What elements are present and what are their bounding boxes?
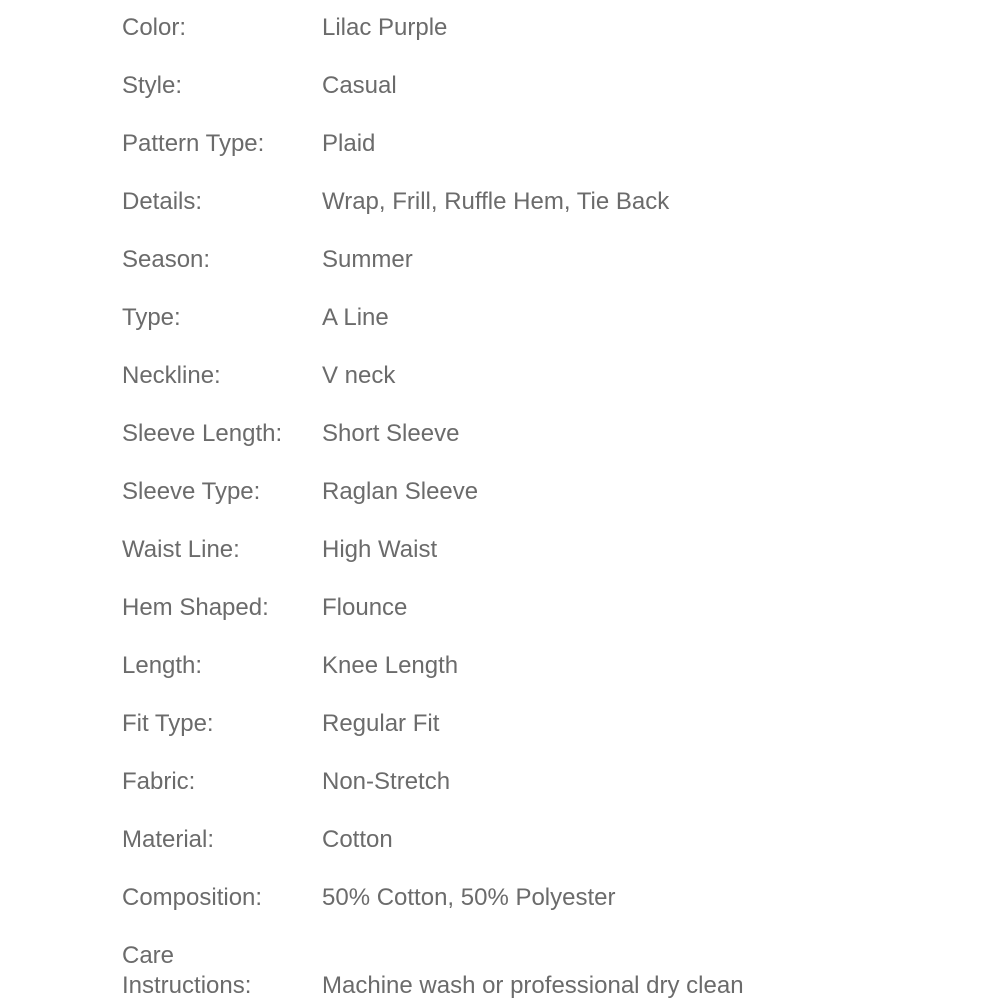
spec-value: Raglan Sleeve (322, 478, 479, 505)
spec-row-style (0, 71, 1000, 111)
spec-row-hem-shaped (0, 593, 1000, 633)
spec-value: Plaid (322, 130, 376, 157)
spec-row-type (0, 303, 1000, 343)
spec-label: Fabric: (122, 768, 196, 795)
spec-value: Regular Fit (322, 710, 440, 737)
spec-value: Short Sleeve (322, 420, 460, 447)
spec-label: Season: (122, 246, 211, 273)
spec-label: Material: (122, 826, 215, 853)
spec-row-length (0, 651, 1000, 691)
spec-label: Fit Type: (122, 710, 214, 737)
spec-value: Wrap, Frill, Ruffle Hem, Tie Back (322, 188, 670, 215)
spec-label: Length: (122, 652, 203, 679)
spec-value: Casual (322, 72, 397, 99)
spec-value: V neck (322, 362, 396, 389)
spec-label: Style: (122, 72, 183, 99)
spec-value: Machine wash or professional dry clean (322, 972, 744, 999)
spec-row-details (0, 187, 1000, 227)
spec-value: Summer (322, 246, 413, 273)
spec-row-composition (0, 883, 1000, 923)
spec-row-fabric (0, 767, 1000, 807)
spec-label: Type: (122, 304, 181, 331)
spec-row-waist-line (0, 535, 1000, 575)
spec-row-material (0, 825, 1000, 865)
spec-row-neckline (0, 361, 1000, 401)
spec-row-pattern-type (0, 129, 1000, 169)
spec-row-care-instructions (0, 941, 1000, 1001)
spec-value: Lilac Purple (322, 14, 448, 41)
spec-row-season (0, 245, 1000, 285)
spec-label: Neckline: (122, 362, 221, 389)
spec-label: Care Instructions: (122, 942, 252, 999)
spec-row-sleeve-length (0, 419, 1000, 459)
spec-label: Composition: (122, 884, 263, 911)
spec-label: Sleeve Type: (122, 478, 261, 505)
spec-value: A Line (322, 304, 389, 331)
spec-label: Hem Shaped: (122, 594, 269, 621)
spec-value: Non-Stretch (322, 768, 451, 795)
spec-value: Knee Length (322, 652, 459, 679)
spec-value: Cotton (322, 826, 393, 853)
spec-row-sleeve-type (0, 477, 1000, 517)
spec-value: 50% Cotton, 50% Polyester (322, 884, 616, 911)
spec-label: Color: (122, 14, 187, 41)
spec-row-color (0, 13, 1000, 53)
spec-label: Sleeve Length: (122, 420, 283, 447)
spec-label: Details: (122, 188, 203, 215)
spec-row-fit-type (0, 709, 1000, 749)
spec-label: Waist Line: (122, 536, 240, 563)
spec-value: High Waist (322, 536, 438, 563)
spec-label: Pattern Type: (122, 130, 265, 157)
spec-value: Flounce (322, 594, 408, 621)
